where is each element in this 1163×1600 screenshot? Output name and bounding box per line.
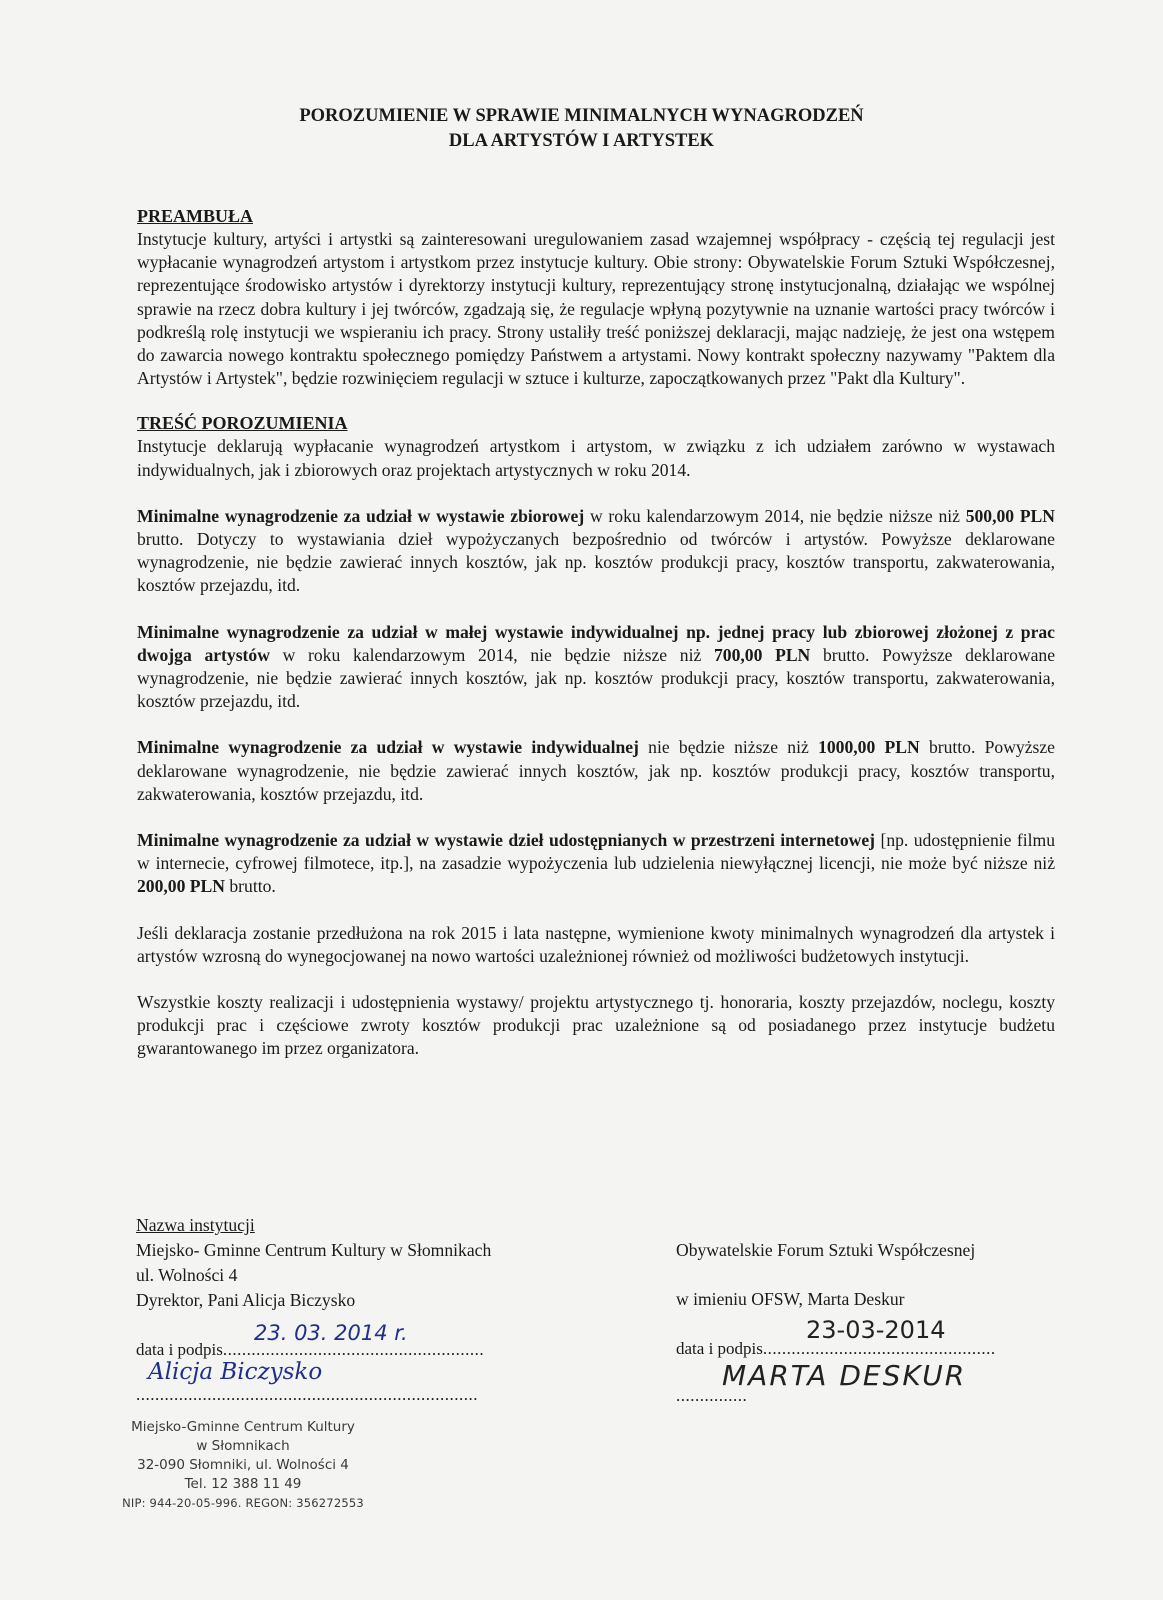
clause-group-exhibition: Minimalne wynagrodzenie za udział w wystawie zbiorowej w roku kalendarzowym 2014, nie będzie niższe niż 500,00 PLN brutto. Dotyczy to wystawiania dzieł wypożyczanych bezpośrednio od twórców i artystów. Powyższe deklarowane wynagrodzenie, nie będzie zawierać innych kosztów, jak np. kosztów produkcji pracy, kosztów transportu, zakwaterowania, kosztów przejazdu, itd.	[137, 505, 1056, 596]
stamp-line-3: 32-090 Słomniki, ul. Wolności 4	[137, 1457, 349, 1473]
institution-street: ul. Wolności 4	[136, 1265, 238, 1285]
document-body	[137, 205, 1055, 1061]
ofsw-signature: MARTA DESKUR	[722, 1359, 967, 1392]
stamp-line-5: NIP: 944-20-05-996. REGON: 356272553	[122, 1496, 364, 1510]
ofsw-representative: w imieniu OFSW, Marta Deskur	[676, 1289, 905, 1309]
stamp-line-4: Tel. 12 388 11 49	[184, 1476, 302, 1492]
agreement-intro: Instytucje deklarują wypłacanie wynagrodzeń artystkom i artystom, w związku z ich udziałem zarówno w wystawach indywidualnych, jak i zbiorowych oraz projektach artystycznych w roku 2014.	[137, 436, 1055, 480]
ofsw-handwritten-date: 23-03-2014	[806, 1316, 946, 1344]
ofsw-block	[676, 1238, 1096, 1408]
institution-handwritten-date: 23. 03. 2014 r.	[254, 1321, 408, 1345]
stamp-line-2: w Słomnikach	[196, 1438, 290, 1454]
clause-small-individual-exhibition: Minimalne wynagrodzenie za udział w małej wystawie indywidualnej np. jednej pracy lub zbiorowej złożonej z prac dwojga artystów w roku kalendarzowym 2014, nie będzie niższe niż 700,00 PLN brutto. Powyższe deklarowane wynagrodzenie, nie będzie zawierać innych kosztów, jak np. kosztów produkcji pracy, kosztów transportu, zakwaterowania, kosztów przejazdu, itd.	[137, 621, 1056, 712]
ofsw-name: Obywatelskie Forum Sztuki Współczesnej	[676, 1240, 976, 1260]
institution-signature-line: ........................................................................ Alicja Biczysko	[136, 1359, 478, 1404]
institution-director: Dyrektor, Pani Alicja Biczysko	[136, 1290, 356, 1310]
stamp-line-1: Miejsko-Gminne Centrum Kultury	[131, 1419, 355, 1435]
clause-costs: Wszystkie koszty realizacji i udostępnienia wystawy/ projektu artystycznego tj. honoraria, koszty przejazdów, noclegu, koszty produkcji prac i częściowe zwroty kosztów produkcji prac uzależnione są od posiadanego przez instytucje budżetu gwarantowanego im przez organizatora.	[137, 992, 1055, 1059]
institution-name: Miejsko- Gminne Centrum Kultury w Słomnikach	[136, 1240, 492, 1260]
ofsw-date-label: data i podpis	[676, 1339, 763, 1358]
preamble-heading: PREAMBUŁA	[137, 206, 253, 226]
clause-individual-exhibition: Minimalne wynagrodzenie za udział w wystawie indywidualnej nie będzie niższe niż 1000,00 PLN brutto. Powyższe deklarowane wynagrodzenie, nie będzie zawierać innych kosztów, jak np. kosztów produkcji pracy, kosztów transportu, zakwaterowania, kosztów przejazdu, itd.	[137, 737, 1055, 804]
institution-date-label: data i podpis	[136, 1340, 223, 1359]
institution-label: Nazwa instytucji	[136, 1215, 255, 1235]
institution-signature: Alicja Biczysko	[148, 1359, 323, 1385]
ofsw-signature-line: ............... MARTA DESKUR	[676, 1359, 967, 1405]
preamble-text: Instytucje kultury, artyści i artystki są zainteresowani uregulowaniem zasad wzajemnej współpracy - częścią tej regulacji jest wypłacanie wynagrodzeń artystom i artystkom przez instytucje kultury. Obie strony: Obywatelskie Forum Sztuki Współczesnej, reprezentujące środowisko artystów i dyrektorzy instytucji kultury, reprezentujący stronę instytucjonalną, działając we wspólnej sprawie na rzecz dobra kultury i jej twórców, zgadzają się, że regulacje wpłyną pozytywnie na uznanie wartości pracy twórców i podkreślą rolę instytucji we wspieraniu ich pracy. Strony ustaliły treść poniższej deklaracji, mając nadzieję, że jest ona wstępem do zawarcia nowego kontraktu społecznego pomiędzy Państwem a artystami. Nowy kontrakt społeczny nazywamy "Paktem dla Artystów i Artystek", będzie rozwinięciem regulacji w sztuce i kulturze, zapoczątkowanych przez "Pakt dla Kultury".	[137, 229, 1055, 389]
clause-internet-exhibition: Minimalne wynagrodzenie za udział w wystawie dzieł udostępnianych w przestrzeni internetowej [np. udostępnienie filmu w internecie, cyfrowej filmotece, itp.], na zasadzie wypożyczenia lub udzielenia niewyłącznej licencji, nie może być niższe niż 200,00 PLN brutto.	[137, 830, 1056, 897]
ofsw-date-line: data i podpis................................................. 23-03-2014	[676, 1316, 996, 1358]
institution-date-line: data i podpis....................................................... 23. 03. 2014 r.	[136, 1321, 485, 1359]
document-title-line-2: DLA ARTYSTÓW I ARTYSTEK	[448, 131, 715, 151]
document-title-line-1: POROZUMIENIE W SPRAWIE MINIMALNYCH WYNAGRODZEŃ	[299, 106, 864, 126]
institution-block	[136, 1213, 586, 1407]
agreement-heading: TREŚĆ POROZUMIENIA	[137, 413, 348, 434]
clause-extension: Jeśli deklaracja zostanie przedłużona na rok 2015 i lata następne, wymienione kwoty minimalnych wynagrodzeń dla artystek i artystów wzrosną do wynegocjowanej na nowo wartości uzależnionej również od możliwości budżetowych instytucji.	[137, 922, 1055, 966]
institution-stamp	[118, 1418, 368, 1513]
